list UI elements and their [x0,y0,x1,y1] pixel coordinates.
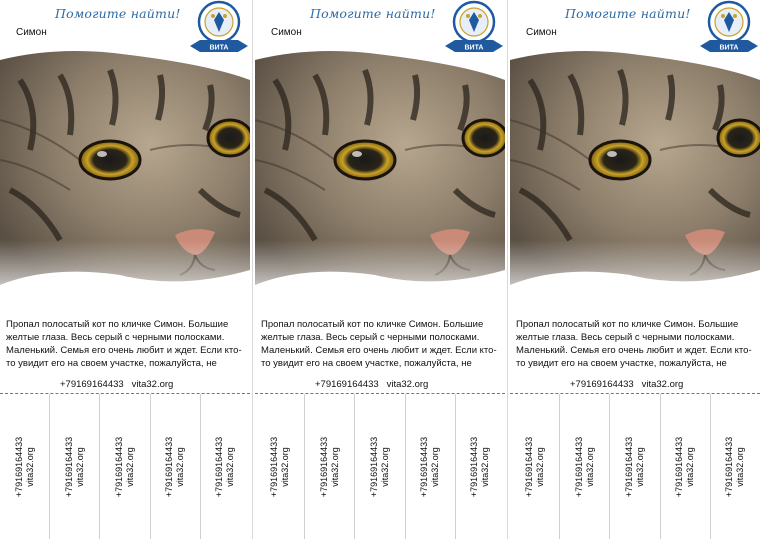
tab-site: vita32.org [24,447,35,487]
tab-site: vita32.org [125,447,135,487]
tab-phone: +79169164433 [63,436,74,498]
tear-off-tabs [0,393,250,539]
flyer-header [0,0,250,58]
flyer-title: Помогите найти! [310,6,436,21]
tab-text [469,437,491,497]
pet-name: Симон [526,27,557,38]
tear-off-tab[interactable] [610,394,660,539]
tab-site: vita32.org [735,447,746,487]
pet-name: Симон [271,27,302,38]
vita-logo [443,0,505,58]
contact-phone: +79169164433 [570,379,634,390]
contact-site: vita32.org [641,379,684,390]
logo-text: ВИТА [209,44,229,52]
tear-off-tab[interactable] [711,394,760,539]
tab-phone: +79169164433 [523,436,534,498]
contact-line [60,379,173,390]
lost-pet-flyer [0,0,250,539]
tab-text [114,437,136,497]
tab-site: vita32.org [480,447,491,487]
tab-phone: +79169164433 [573,436,584,498]
tab-site: vita32.org [329,447,340,487]
tear-off-tab[interactable] [50,394,100,539]
flyer-title: Помогите найти! [55,6,181,21]
contact-phone: +79169164433 [315,379,379,390]
lost-pet-flyer [510,0,760,539]
description-text: Пропал полосатый кот по кличке Симон. Большие желтые глаза. Весь серый с черными полосками. Маленький. Семья его очень любит и ждет. Если кто-то увидит его на своем участке, пожалуйста, не [261,319,497,368]
tab-text [574,437,596,497]
tear-off-tab[interactable] [661,394,711,539]
logo-text: ВИТА [464,44,484,52]
cat-photo [510,40,760,310]
tab-text [64,437,86,497]
tear-off-tab[interactable] [355,394,405,539]
tab-site: vita32.org [584,447,595,487]
tab-text [319,437,341,497]
tab-site: vita32.org [430,447,441,487]
tab-site: vita32.org [534,447,545,487]
vita-logo [188,0,250,58]
tab-phone: +79169164433 [419,436,430,498]
tear-off-tab[interactable] [255,394,305,539]
tab-site: vita32.org [74,447,85,487]
tab-phone: +79169164433 [469,436,480,498]
contact-site: vita32.org [386,379,429,390]
flyer-divider [507,0,508,539]
tab-site: vita32.org [279,447,290,487]
tab-text [164,437,186,497]
tear-off-tab[interactable] [151,394,201,539]
tab-phone: +79169164433 [724,436,735,498]
tab-phone: +79169164433 [268,436,279,498]
tear-off-tab[interactable] [510,394,560,539]
tab-phone: +79169164433 [214,436,225,498]
flyer-divider [252,0,253,539]
tab-phone: +79169164433 [674,436,685,498]
tab-text [214,437,236,497]
description-text: Пропал полосатый кот по кличке Симон. Большие желтые глаза. Весь серый с черными полосками. Маленький. Семья его очень любит и ждет. Если кто-то увидит его на своем участке, пожалуйста, не [6,319,242,368]
tab-site: vita32.org [685,447,696,487]
contact-line [570,379,683,390]
tear-off-tab[interactable] [201,394,250,539]
tear-off-tabs [510,393,760,539]
tear-off-tab[interactable] [456,394,505,539]
tab-phone: +79169164433 [114,436,124,498]
pet-name: Симон [16,27,47,38]
tab-phone: +79169164433 [13,436,24,498]
tear-off-tab[interactable] [100,394,150,539]
flyer-header [510,0,760,58]
contact-phone: +79169164433 [60,379,124,390]
tab-text [14,437,36,497]
tab-text [524,437,546,497]
tab-site: vita32.org [175,447,186,487]
flyer-title: Помогите найти! [565,6,691,21]
vita-logo [698,0,760,58]
tab-site: vita32.org [635,447,645,487]
tear-off-tab[interactable] [560,394,610,539]
tab-text [269,437,291,497]
logo-text: ВИТА [719,44,739,52]
tear-off-tab[interactable] [0,394,50,539]
tab-site: vita32.org [380,447,390,487]
lost-pet-flyer [255,0,505,539]
contact-site: vita32.org [131,379,174,390]
tab-phone: +79169164433 [369,436,379,498]
cat-photo [255,40,505,310]
tear-off-tabs [255,393,505,539]
tab-phone: +79169164433 [624,436,634,498]
tab-phone: +79169164433 [318,436,329,498]
tab-text [624,437,646,497]
tab-phone: +79169164433 [164,436,175,498]
tab-text [419,437,441,497]
tab-site: vita32.org [225,447,236,487]
tab-text [724,437,746,497]
contact-line [315,379,428,390]
flyer-header [255,0,505,58]
tear-off-tab[interactable] [406,394,456,539]
cat-photo [0,40,250,310]
description-text: Пропал полосатый кот по кличке Симон. Большие желтые глаза. Весь серый с черными полосками. Маленький. Семья его очень любит и ждет. Если кто-то увидит его на своем участке, пожалуйста, не [516,319,752,368]
tab-text [369,437,391,497]
tear-off-tab[interactable] [305,394,355,539]
tab-text [674,437,696,497]
